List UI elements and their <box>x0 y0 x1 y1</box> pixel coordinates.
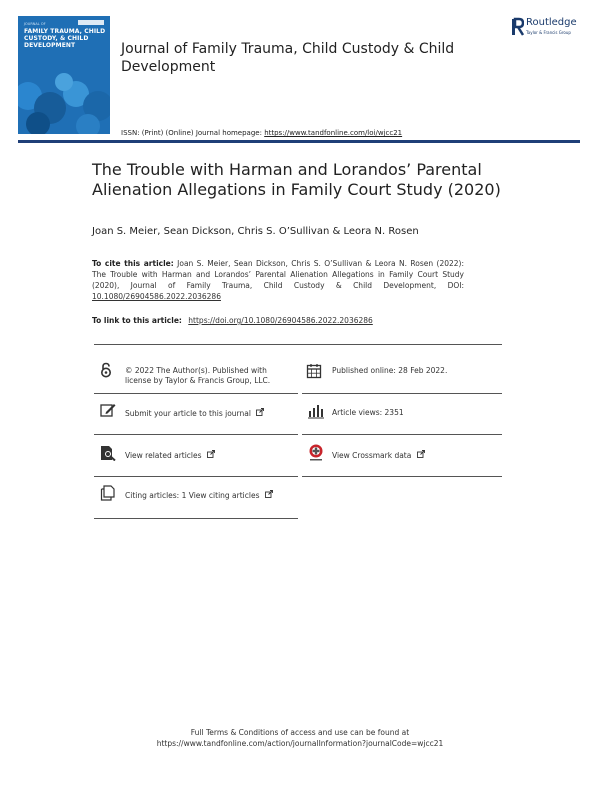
journal-title: Journal of Family Trauma, Child Custody & Child Development <box>121 41 455 75</box>
cite-doi-link[interactable]: 10.1080/26904586.2022.2036286 <box>92 292 221 301</box>
citing-articles-link[interactable] <box>125 490 273 501</box>
published-date: Published online: 28 Feb 2022. <box>332 366 448 375</box>
external-link-icon <box>207 450 215 458</box>
footer-url[interactable]: https://www.tandfonline.com/action/journalInformation?journalCode=wjcc21 <box>156 739 444 748</box>
external-link-icon <box>256 408 264 416</box>
calendar-icon <box>306 363 322 383</box>
open-access-icon <box>98 362 114 382</box>
info-rule-3-left <box>94 476 298 477</box>
submit-article-label[interactable]: Submit your article to this journal <box>125 409 251 418</box>
journal-homepage-link[interactable]: https://www.tandfonline.com/loi/wjcc21 <box>264 129 403 137</box>
related-articles-label[interactable]: View related articles <box>125 451 202 460</box>
publisher-tagline: Taylor & Francis Group <box>526 30 571 35</box>
cover-journal-label: JOURNAL OF <box>24 22 46 26</box>
info-rule-1-left <box>94 393 298 394</box>
link-label: To link to this article: <box>92 316 182 325</box>
journal-cover <box>18 16 110 134</box>
crossmark-icon[interactable] <box>308 444 324 468</box>
cite-text: Joan S. Meier, Sean Dickson, Chris S. O’Sullivan & Leora N. Rosen (2022): The Trouble with Harman and Lorandos’ Parental Alienation Allegations in Family Court Study (2020), Journal of Family Trauma, Child Custody & Child Development, DOI: <box>92 259 464 290</box>
article-views: Article views: 2351 <box>332 408 404 417</box>
footer <box>100 727 500 749</box>
info-rule-1-right <box>302 393 502 394</box>
submit-icon[interactable] <box>100 402 116 422</box>
issn-line <box>121 129 402 137</box>
related-articles-link[interactable] <box>125 450 215 461</box>
info-top-rule <box>94 344 502 345</box>
crossmark-label[interactable]: View Crossmark data <box>332 451 412 460</box>
cover-title: FAMILY TRAUMA, CHILD CUSTODY, & CHILD DEVELOPMENT <box>24 28 106 49</box>
crossmark-link[interactable] <box>332 450 425 461</box>
citation-block <box>92 258 464 302</box>
info-rule-4-left <box>94 518 298 519</box>
info-rule-3-right <box>302 476 502 477</box>
article-doi-link[interactable]: https://doi.org/10.1080/26904586.2022.2036286 <box>188 316 373 325</box>
footer-terms: Full Terms & Conditions of access and use can be found at <box>190 728 410 737</box>
publisher-name: Routledge <box>526 17 577 28</box>
article-link-line <box>92 316 373 325</box>
issn-text: ISSN: (Print) (Online) Journal homepage: <box>121 129 262 137</box>
external-link-icon <box>417 450 425 458</box>
external-link-icon <box>265 490 273 498</box>
info-rule-2-left <box>94 434 298 435</box>
article-authors: Joan S. Meier, Sean Dickson, Chris S. O’Sullivan & Leora N. Rosen <box>92 226 419 237</box>
license-text: © 2022 The Author(s). Published with license by Taylor & Francis Group, LLC. <box>125 366 271 385</box>
related-articles-icon[interactable] <box>100 445 116 465</box>
citing-articles-label[interactable]: Citing articles: 1 View citing articles <box>125 491 260 500</box>
bar-chart-icon <box>308 403 324 423</box>
citing-articles-icon[interactable] <box>100 485 116 505</box>
header-divider <box>18 140 580 143</box>
publisher-logo <box>511 17 591 39</box>
article-title: The Trouble with Harman and Lorandos’ Parental Alienation Allegations in Family Court Study (2020) <box>92 160 501 199</box>
cite-label: To cite this article: <box>92 259 174 268</box>
submit-article-link[interactable] <box>125 408 264 419</box>
routledge-icon <box>511 17 524 37</box>
info-rule-2-right <box>302 434 502 435</box>
